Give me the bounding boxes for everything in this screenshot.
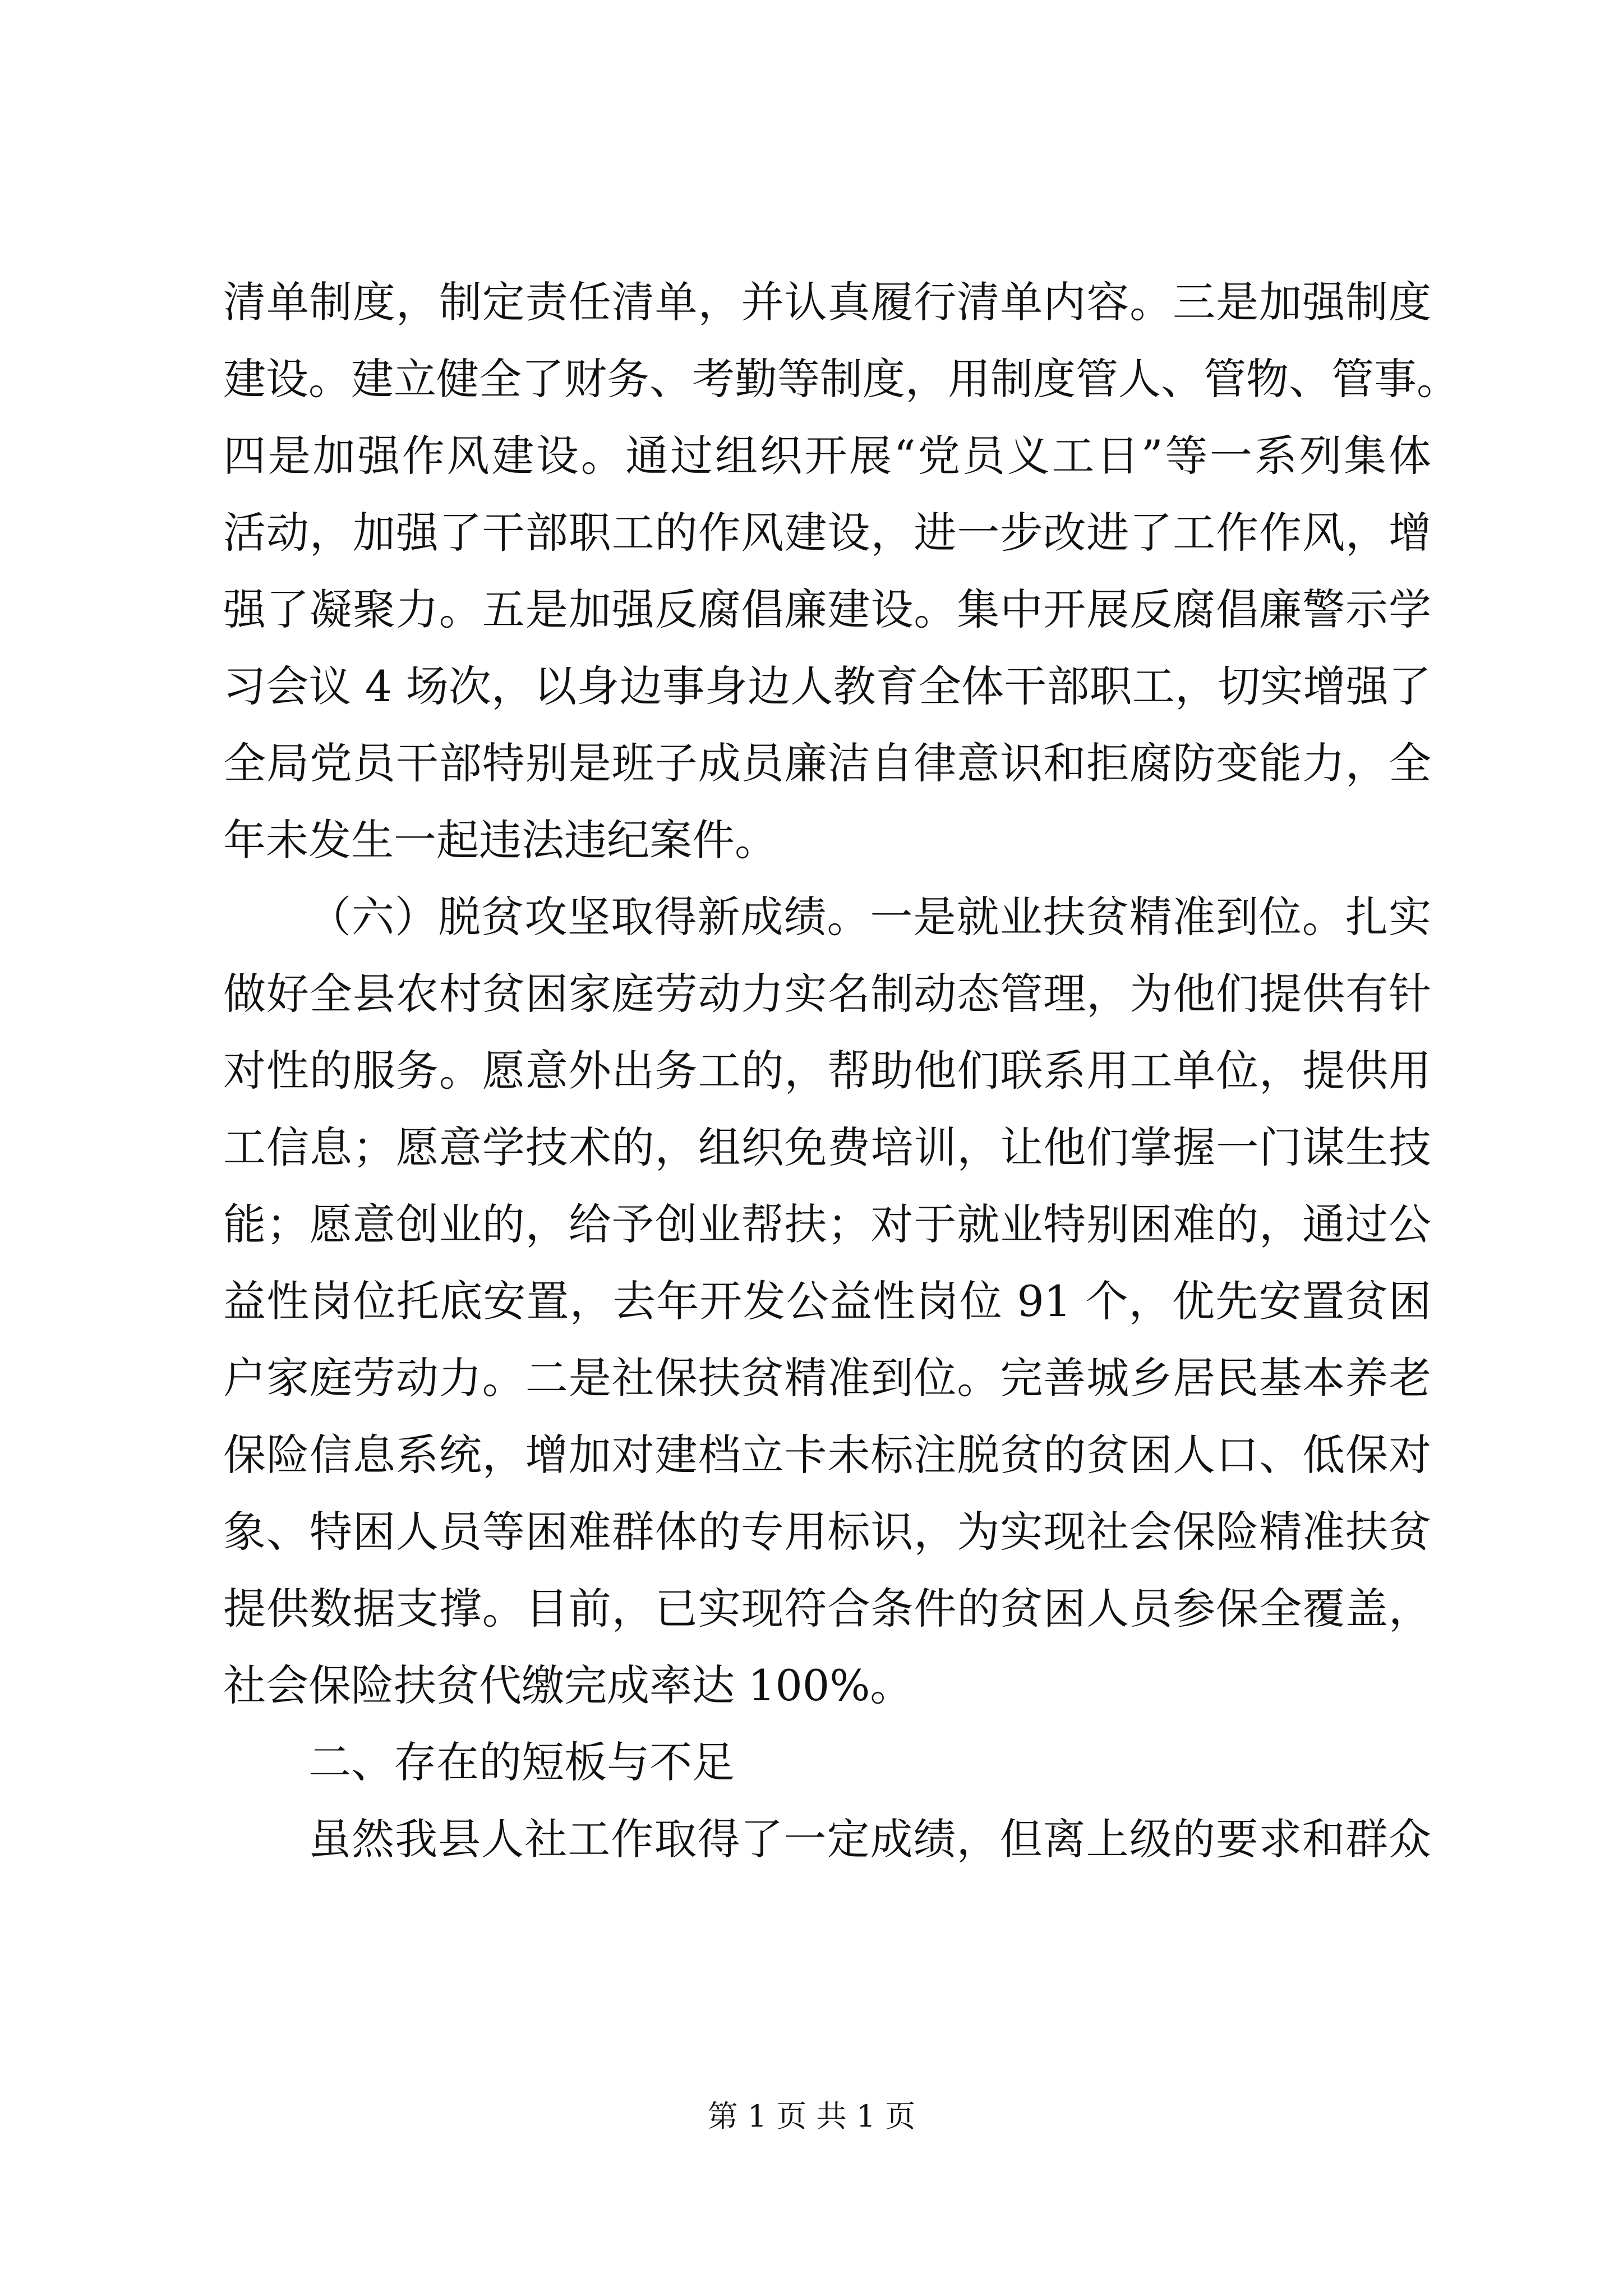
text-line: 活动，加强了干部职工的作风建设，进一步改进了工作作风，增: [223, 508, 1431, 558]
page-footer: [0, 2097, 1623, 2136]
text-line: 象、特困人员等困难群体的专用标识，为实现社会保险精准扶贫: [223, 1507, 1431, 1557]
text-line: 四是加强作风建设。通过组织开展“党员义工日”等一系列集体: [223, 431, 1431, 481]
text-line: 益性岗位托底安置，去年开发公益性岗位 91 个，优先安置贫困: [223, 1276, 1431, 1326]
text-line: （六）脱贫攻坚取得新成绩。一是就业扶贫精准到位。扎实: [308, 892, 1431, 942]
paragraph-4: [223, 1801, 1431, 1878]
heading-text: 二、存在的短板与不足: [308, 1737, 735, 1787]
section-heading: [223, 1724, 1431, 1801]
text-line: 全局党员干部特别是班子成员廉洁自律意识和拒腐防变能力，全: [223, 738, 1431, 788]
paragraph-2: [223, 878, 1431, 1724]
text-line: 对性的服务。愿意外出务工的，帮助他们联系用工单位，提供用: [223, 1046, 1431, 1096]
text-line: 建设。建立健全了财务、考勤等制度，用制度管人、管物、管事。: [223, 354, 1459, 404]
text-line: 工信息；愿意学技术的，组织免费培训，让他们掌握一门谋生技: [223, 1122, 1431, 1172]
text-line: 年未发生一起违法违纪案件。: [223, 815, 777, 865]
text-line: 强了凝聚力。五是加强反腐倡廉建设。集中开展反腐倡廉警示学: [223, 585, 1431, 634]
paragraph-1: [223, 264, 1459, 878]
text-line: 保险信息系统，增加对建档立卡未标注脱贫的贫困人口、低保对: [223, 1430, 1431, 1480]
text-line: 户家庭劳动力。二是社保扶贫精准到位。完善城乡居民基本养老: [223, 1353, 1431, 1403]
text-line: 虽然我县人社工作取得了一定成绩，但离上级的要求和群众: [308, 1814, 1431, 1864]
text-line: 做好全县农村贫困家庭劳动力实名制动态管理，为他们提供有针: [223, 969, 1431, 1019]
text-line: 能；愿意创业的，给予创业帮扶；对于就业特别困难的，通过公: [223, 1199, 1431, 1249]
page-number-label: 第 1 页 共 1 页: [707, 2099, 916, 2134]
text-line: 社会保险扶贫代缴完成率达 100%。: [223, 1660, 913, 1710]
text-line: 习会议 4 场次，以身边事身边人教育全体干部职工，切实增强了: [223, 661, 1431, 711]
text-line: 清单制度，制定责任清单，并认真履行清单内容。三是加强制度: [223, 277, 1431, 327]
document-body: [223, 264, 1459, 1878]
text-line: 提供数据支撑。目前，已实现符合条件的贫困人员参保全覆盖，: [223, 1584, 1431, 1634]
